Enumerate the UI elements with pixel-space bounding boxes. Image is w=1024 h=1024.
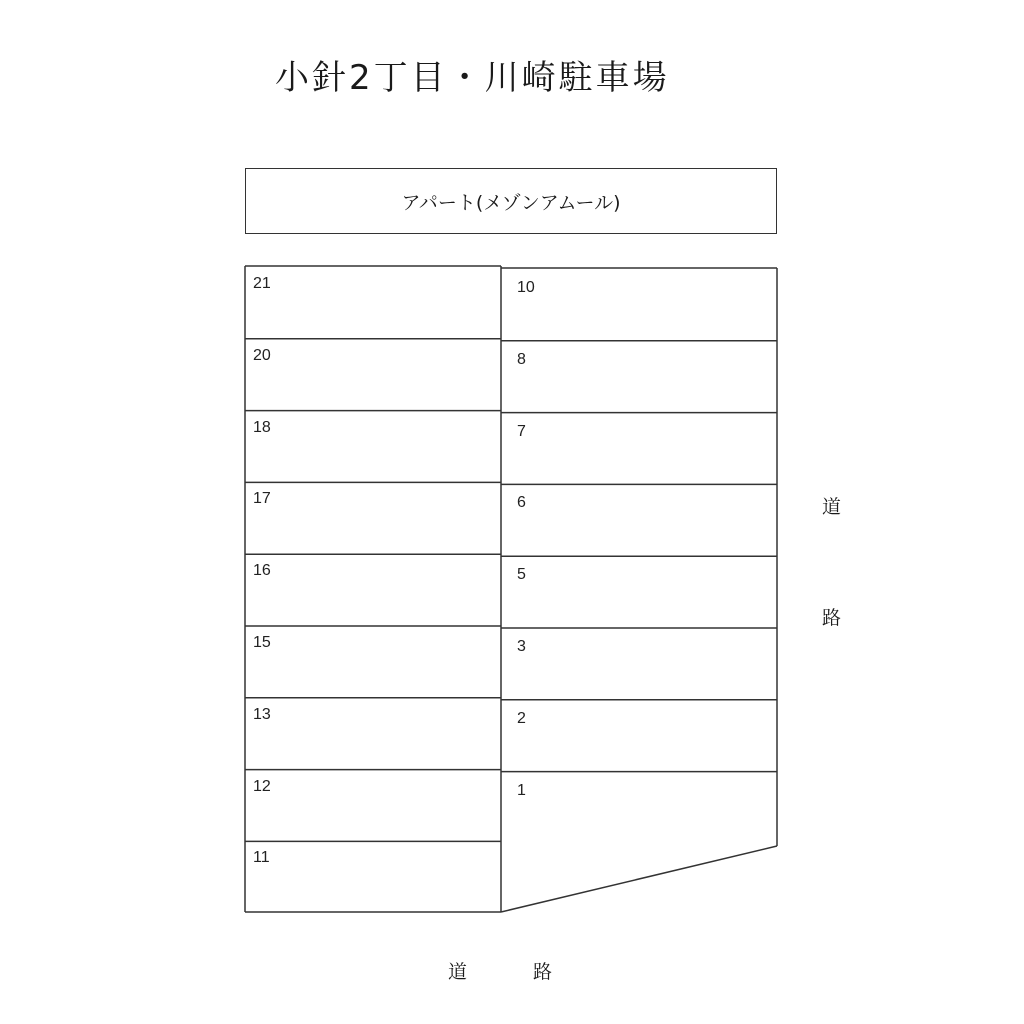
parking-space-label: 7 — [517, 422, 526, 440]
parking-space-label: 15 — [253, 634, 271, 651]
parking-space-label: 18 — [253, 418, 271, 436]
parking-space-label: 1 — [517, 781, 526, 799]
parking-space-label: 8 — [517, 350, 526, 368]
parking-space-label: 21 — [253, 275, 271, 292]
page-title: 小針2丁目・川崎駐車場 — [275, 58, 670, 98]
parking-space-label: 2 — [517, 709, 526, 727]
apartment-label: アパート(メゾンアムール) — [401, 191, 621, 214]
parking-space-label: 10 — [517, 279, 535, 296]
parking-space-label: 11 — [253, 849, 270, 867]
road-right-char-1: 道 — [822, 496, 842, 518]
parking-space-label: 3 — [517, 638, 526, 655]
parking-space-label: 13 — [253, 705, 271, 723]
parking-space-label: 17 — [253, 490, 271, 508]
road-right-char-2: 路 — [822, 607, 842, 629]
parking-space-label: 20 — [253, 346, 271, 364]
road-bottom-char-2: 路 — [533, 961, 553, 983]
parking-space-label: 5 — [517, 566, 526, 584]
road-bottom-char-1: 道 — [448, 961, 468, 983]
space-1-diagonal-edge — [501, 846, 777, 912]
parking-space-label: 16 — [253, 562, 271, 580]
parking-space-label: 6 — [517, 494, 526, 512]
parking-space-label: 12 — [253, 777, 271, 795]
